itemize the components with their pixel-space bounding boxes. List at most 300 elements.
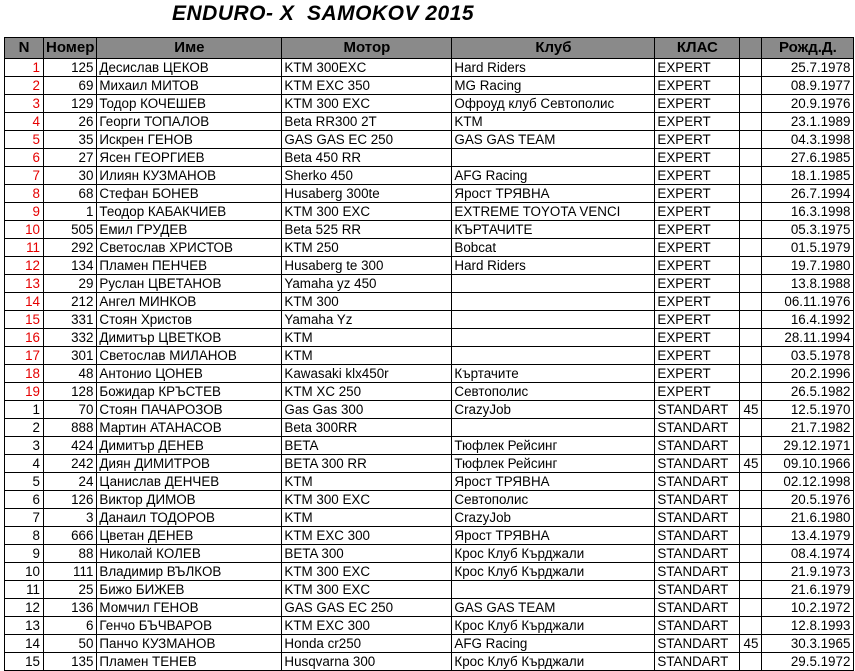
row-class: STANDART [655, 419, 740, 437]
table-row [5, 419, 854, 437]
row-position: 4 [5, 455, 44, 473]
row-club: Ярост ТРЯВНА [452, 473, 655, 491]
row-name: Момчил ГЕНОВ [97, 599, 282, 617]
row-name: Руслан ЦВЕТАНОВ [97, 275, 282, 293]
row-name: Мартин АТАНАСОВ [97, 419, 282, 437]
row-position: 18 [5, 365, 44, 383]
row-birthdate: 12.5.1970 [762, 401, 854, 419]
row-name: Николай КОЛЕВ [97, 545, 282, 563]
row-class: STANDART [655, 599, 740, 617]
row-name: Владимир ВЪЛКОВ [97, 563, 282, 581]
row-club [452, 329, 655, 347]
row-extra: 45 [740, 635, 762, 653]
row-club: Севтополис [452, 491, 655, 509]
col-header-motor: Мотор [282, 38, 452, 59]
row-class: EXPERT [655, 275, 740, 293]
results-body [5, 59, 854, 671]
row-birthdate: 12.8.1993 [762, 617, 854, 635]
table-row [5, 401, 854, 419]
row-name: Пламен ТЕНЕВ [97, 653, 282, 671]
table-row [5, 113, 854, 131]
row-number: 1 [44, 203, 97, 221]
row-motor: Gas Gas 300 [282, 401, 452, 419]
row-club: EXTREME TOYOTA VENCI [452, 203, 655, 221]
row-birthdate: 20.9.1976 [762, 95, 854, 113]
row-number: 136 [44, 599, 97, 617]
row-number: 48 [44, 365, 97, 383]
row-position: 10 [5, 563, 44, 581]
row-club: Къртачите [452, 365, 655, 383]
row-position: 15 [5, 653, 44, 671]
row-number: 6 [44, 617, 97, 635]
row-number: 129 [44, 95, 97, 113]
table-row [5, 635, 854, 653]
row-number: 424 [44, 437, 97, 455]
row-extra: 45 [740, 401, 762, 419]
row-number: 125 [44, 59, 97, 77]
row-motor: GAS GAS EC 250 [282, 599, 452, 617]
row-club: Крос Клуб Кърджали [452, 545, 655, 563]
row-extra [740, 509, 762, 527]
row-club: Тюфлек Рейсинг [452, 437, 655, 455]
row-name: Стоян ПАЧАРОЗОВ [97, 401, 282, 419]
row-name: Антонио ЦОНЕВ [97, 365, 282, 383]
row-name: Михаил МИТОВ [97, 77, 282, 95]
row-motor: KTM 300 EXC [282, 95, 452, 113]
row-class: EXPERT [655, 167, 740, 185]
row-birthdate: 05.3.1975 [762, 221, 854, 239]
row-motor: KTM [282, 347, 452, 365]
row-number: 666 [44, 527, 97, 545]
col-header-name: Име [97, 38, 282, 59]
row-birthdate: 01.5.1979 [762, 239, 854, 257]
row-number: 212 [44, 293, 97, 311]
row-motor: Sherko 450 [282, 167, 452, 185]
row-position: 14 [5, 293, 44, 311]
row-number: 35 [44, 131, 97, 149]
table-row [5, 581, 854, 599]
row-extra [740, 113, 762, 131]
table-row [5, 347, 854, 365]
row-extra [740, 473, 762, 491]
row-club: Севтополис [452, 383, 655, 401]
row-birthdate: 21.7.1982 [762, 419, 854, 437]
row-birthdate: 10.2.1972 [762, 599, 854, 617]
row-extra [740, 77, 762, 95]
row-class: STANDART [655, 581, 740, 599]
row-name: Десислав ЦЕКОВ [97, 59, 282, 77]
row-name: Стефан БОНЕВ [97, 185, 282, 203]
row-motor: Beta 300RR [282, 419, 452, 437]
table-row [5, 59, 854, 77]
row-number: 128 [44, 383, 97, 401]
table-row [5, 599, 854, 617]
row-class: EXPERT [655, 293, 740, 311]
row-birthdate: 26.5.1982 [762, 383, 854, 401]
row-club: КЪРТАЧИТЕ [452, 221, 655, 239]
row-number: 30 [44, 167, 97, 185]
row-position: 3 [5, 95, 44, 113]
row-extra [740, 257, 762, 275]
row-extra [740, 293, 762, 311]
row-club [452, 581, 655, 599]
table-row [5, 239, 854, 257]
col-header-class: КЛАС [655, 38, 740, 59]
row-motor: KTM EXC 300 [282, 527, 452, 545]
row-club: AFG Racing [452, 167, 655, 185]
row-class: STANDART [655, 617, 740, 635]
row-club [452, 347, 655, 365]
table-row [5, 509, 854, 527]
row-name: Виктор ДИМОВ [97, 491, 282, 509]
row-club: GAS GAS TEAM [452, 599, 655, 617]
table-row [5, 95, 854, 113]
table-row [5, 383, 854, 401]
row-class: STANDART [655, 509, 740, 527]
table-row [5, 653, 854, 671]
row-motor: Beta 525 RR [282, 221, 452, 239]
row-motor: BETA [282, 437, 452, 455]
row-number: 27 [44, 149, 97, 167]
row-motor: Yamaha Yz [282, 311, 452, 329]
table-row [5, 437, 854, 455]
row-position: 13 [5, 275, 44, 293]
row-motor: Beta 450 RR [282, 149, 452, 167]
row-club [452, 419, 655, 437]
row-club: KTM [452, 113, 655, 131]
row-club [452, 149, 655, 167]
row-club: Hard Riders [452, 257, 655, 275]
row-motor: KTM XC 250 [282, 383, 452, 401]
row-class: STANDART [655, 437, 740, 455]
row-class: EXPERT [655, 185, 740, 203]
row-name: Светослав МИЛАНОВ [97, 347, 282, 365]
row-position: 14 [5, 635, 44, 653]
row-name: Ясен ГЕОРГИЕВ [97, 149, 282, 167]
row-extra [740, 419, 762, 437]
row-club: Ярост ТРЯВНА [452, 527, 655, 545]
row-birthdate: 29.12.1971 [762, 437, 854, 455]
row-class: EXPERT [655, 329, 740, 347]
table-row [5, 617, 854, 635]
row-motor: KTM 250 [282, 239, 452, 257]
row-club: CrazyJob [452, 401, 655, 419]
row-number: 68 [44, 185, 97, 203]
row-motor: KTM 300 EXC [282, 581, 452, 599]
row-birthdate: 25.7.1978 [762, 59, 854, 77]
table-row [5, 527, 854, 545]
row-club: MG Racing [452, 77, 655, 95]
row-motor: Kawasaki klx450r [282, 365, 452, 383]
row-name: Светослав ХРИСТОВ [97, 239, 282, 257]
table-row [5, 131, 854, 149]
row-motor: BETA 300 RR [282, 455, 452, 473]
row-class: STANDART [655, 635, 740, 653]
row-class: EXPERT [655, 347, 740, 365]
row-position: 10 [5, 221, 44, 239]
row-birthdate: 16.4.1992 [762, 311, 854, 329]
row-extra [740, 275, 762, 293]
row-club [452, 275, 655, 293]
row-birthdate: 28.11.1994 [762, 329, 854, 347]
row-birthdate: 23.1.1989 [762, 113, 854, 131]
row-motor: Husaberg 300te [282, 185, 452, 203]
row-extra [740, 59, 762, 77]
row-class: EXPERT [655, 221, 740, 239]
row-extra [740, 545, 762, 563]
row-class: EXPERT [655, 59, 740, 77]
page-title: ENDURO- X SAMOKOV 2015 [172, 2, 475, 25]
row-number: 70 [44, 401, 97, 419]
row-birthdate: 09.10.1966 [762, 455, 854, 473]
row-name: Ангел МИНКОВ [97, 293, 282, 311]
table-row [5, 365, 854, 383]
row-birthdate: 18.1.1985 [762, 167, 854, 185]
row-number: 69 [44, 77, 97, 95]
row-club: Офроуд клуб Севтополис [452, 95, 655, 113]
row-motor: KTM [282, 473, 452, 491]
row-class: EXPERT [655, 77, 740, 95]
row-name: Искрен ГЕНОВ [97, 131, 282, 149]
row-number: 242 [44, 455, 97, 473]
col-header-birthdate: Рожд.Д. [762, 38, 854, 59]
row-name: Бижо БИЖЕВ [97, 581, 282, 599]
row-club: GAS GAS TEAM [452, 131, 655, 149]
row-extra [740, 203, 762, 221]
row-position: 5 [5, 131, 44, 149]
row-name: Данаил ТОДОРОВ [97, 509, 282, 527]
row-name: Цанислав ДЕНЧЕВ [97, 473, 282, 491]
row-extra [740, 383, 762, 401]
row-club [452, 311, 655, 329]
row-extra [740, 617, 762, 635]
row-extra [740, 491, 762, 509]
row-class: EXPERT [655, 203, 740, 221]
row-number: 332 [44, 329, 97, 347]
row-birthdate: 27.6.1985 [762, 149, 854, 167]
row-name: Пламен ПЕНЧЕВ [97, 257, 282, 275]
row-extra [740, 437, 762, 455]
row-position: 7 [5, 509, 44, 527]
row-position: 11 [5, 581, 44, 599]
row-birthdate: 21.9.1973 [762, 563, 854, 581]
row-motor: KTM 300 EXC [282, 491, 452, 509]
row-position: 2 [5, 77, 44, 95]
row-number: 301 [44, 347, 97, 365]
row-motor: KTM 300EXC [282, 59, 452, 77]
row-club: Крос Клуб Кърджали [452, 653, 655, 671]
row-birthdate: 03.5.1978 [762, 347, 854, 365]
row-position: 3 [5, 437, 44, 455]
row-name: Панчо КУЗМАНОВ [97, 635, 282, 653]
row-extra [740, 563, 762, 581]
row-extra [740, 581, 762, 599]
table-row [5, 311, 854, 329]
table-row [5, 77, 854, 95]
results-table [4, 37, 854, 671]
row-club: CrazyJob [452, 509, 655, 527]
row-number: 888 [44, 419, 97, 437]
row-class: EXPERT [655, 365, 740, 383]
row-number: 135 [44, 653, 97, 671]
row-extra [740, 95, 762, 113]
row-number: 29 [44, 275, 97, 293]
row-name: Генчо БЪЧВАРОВ [97, 617, 282, 635]
row-extra [740, 185, 762, 203]
row-birthdate: 04.3.1998 [762, 131, 854, 149]
table-row [5, 275, 854, 293]
row-name: Илиян КУЗМАНОВ [97, 167, 282, 185]
table-row [5, 491, 854, 509]
col-header-extra [740, 38, 762, 59]
row-motor: KTM 300 EXC [282, 563, 452, 581]
col-header-n: N [5, 38, 44, 59]
row-number: 24 [44, 473, 97, 491]
row-extra [740, 347, 762, 365]
row-birthdate: 08.4.1974 [762, 545, 854, 563]
row-name: Тодор КОЧЕШЕВ [97, 95, 282, 113]
row-class: STANDART [655, 491, 740, 509]
col-header-club: Клуб [452, 38, 655, 59]
row-extra [740, 221, 762, 239]
table-row [5, 473, 854, 491]
row-number: 111 [44, 563, 97, 581]
row-club: Крос Клуб Кърджали [452, 617, 655, 635]
row-birthdate: 19.7.1980 [762, 257, 854, 275]
row-birthdate: 20.5.1976 [762, 491, 854, 509]
row-class: STANDART [655, 455, 740, 473]
row-birthdate: 06.11.1976 [762, 293, 854, 311]
row-class: EXPERT [655, 257, 740, 275]
row-class: EXPERT [655, 239, 740, 257]
row-position: 19 [5, 383, 44, 401]
row-extra [740, 527, 762, 545]
row-position: 6 [5, 149, 44, 167]
row-number: 26 [44, 113, 97, 131]
row-position: 1 [5, 401, 44, 419]
row-class: STANDART [655, 401, 740, 419]
row-birthdate: 21.6.1980 [762, 509, 854, 527]
row-motor: KTM [282, 329, 452, 347]
row-birthdate: 08.9.1977 [762, 77, 854, 95]
row-name: Диян ДИМИТРОВ [97, 455, 282, 473]
row-club: Крос Клуб Кърджали [452, 563, 655, 581]
row-motor: GAS GAS EC 250 [282, 131, 452, 149]
row-extra [740, 149, 762, 167]
row-position: 7 [5, 167, 44, 185]
row-club: Ярост ТРЯВНА [452, 185, 655, 203]
row-name: Теодор КАБАКЧИЕВ [97, 203, 282, 221]
row-motor: KTM [282, 509, 452, 527]
table-row [5, 545, 854, 563]
row-number: 505 [44, 221, 97, 239]
row-number: 331 [44, 311, 97, 329]
row-motor: Honda cr250 [282, 635, 452, 653]
row-class: EXPERT [655, 113, 740, 131]
row-extra [740, 131, 762, 149]
row-extra: 45 [740, 455, 762, 473]
row-birthdate: 26.7.1994 [762, 185, 854, 203]
row-position: 9 [5, 545, 44, 563]
row-birthdate: 20.2.1996 [762, 365, 854, 383]
row-birthdate: 21.6.1979 [762, 581, 854, 599]
row-motor: Husqvarna 300 [282, 653, 452, 671]
row-number: 292 [44, 239, 97, 257]
row-position: 8 [5, 185, 44, 203]
row-motor: KTM EXC 350 [282, 77, 452, 95]
row-extra [740, 599, 762, 617]
row-number: 50 [44, 635, 97, 653]
row-position: 6 [5, 491, 44, 509]
row-class: EXPERT [655, 383, 740, 401]
table-row [5, 167, 854, 185]
row-name: Георги ТОПАЛОВ [97, 113, 282, 131]
row-position: 12 [5, 599, 44, 617]
row-motor: Yamaha yz 450 [282, 275, 452, 293]
row-class: STANDART [655, 527, 740, 545]
row-number: 126 [44, 491, 97, 509]
row-motor: KTM 300 EXC [282, 203, 452, 221]
table-row [5, 257, 854, 275]
row-position: 2 [5, 419, 44, 437]
row-number: 134 [44, 257, 97, 275]
row-class: EXPERT [655, 149, 740, 167]
row-position: 17 [5, 347, 44, 365]
header-row [5, 38, 854, 59]
row-name: Божидар КРЪСТЕВ [97, 383, 282, 401]
row-birthdate: 30.3.1965 [762, 635, 854, 653]
row-class: STANDART [655, 545, 740, 563]
row-extra [740, 365, 762, 383]
row-name: Емил ГРУДЕВ [97, 221, 282, 239]
row-motor: Husaberg te 300 [282, 257, 452, 275]
table-row [5, 185, 854, 203]
row-class: EXPERT [655, 95, 740, 113]
row-position: 4 [5, 113, 44, 131]
row-club: AFG Racing [452, 635, 655, 653]
row-class: EXPERT [655, 131, 740, 149]
row-birthdate: 13.8.1988 [762, 275, 854, 293]
row-position: 12 [5, 257, 44, 275]
row-class: STANDART [655, 653, 740, 671]
table-row [5, 329, 854, 347]
row-number: 3 [44, 509, 97, 527]
row-motor: KTM 300 [282, 293, 452, 311]
row-extra [740, 239, 762, 257]
row-class: EXPERT [655, 311, 740, 329]
row-position: 1 [5, 59, 44, 77]
table-row [5, 221, 854, 239]
row-class: STANDART [655, 563, 740, 581]
table-row [5, 563, 854, 581]
row-position: 11 [5, 239, 44, 257]
row-motor: Beta RR300 2T [282, 113, 452, 131]
row-club: Тюфлек Рейсинг [452, 455, 655, 473]
col-header-number: Номер [44, 38, 97, 59]
row-extra [740, 167, 762, 185]
row-number: 88 [44, 545, 97, 563]
row-position: 8 [5, 527, 44, 545]
row-position: 16 [5, 329, 44, 347]
row-name: Димитър ДЕНЕВ [97, 437, 282, 455]
row-position: 15 [5, 311, 44, 329]
table-row [5, 455, 854, 473]
row-motor: KTM EXC 300 [282, 617, 452, 635]
row-birthdate: 13.4.1979 [762, 527, 854, 545]
row-club [452, 293, 655, 311]
row-extra [740, 311, 762, 329]
row-position: 9 [5, 203, 44, 221]
